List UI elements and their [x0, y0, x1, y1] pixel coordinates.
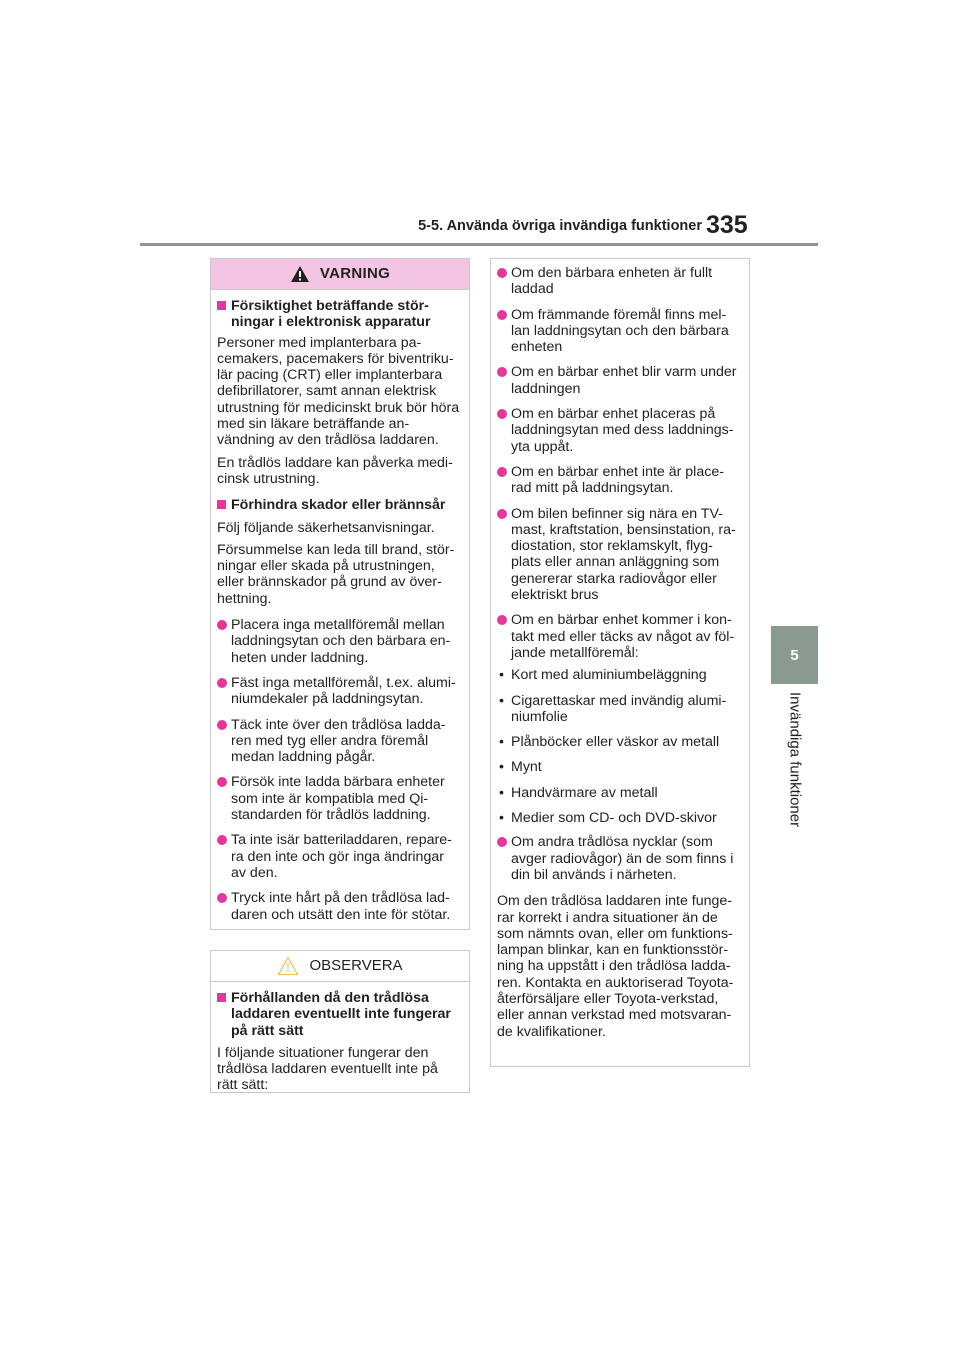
notice-continued-box [490, 258, 750, 1067]
warning-paragraph: Personer med implanterbara pa-cemakers, pacemakers för biventriku-lär pacing (CRT) eller implanterbara defibrillatorer, samt annan elektrisk utrustning för medicinskt bruk bör höra med sin läkare beträffande an-vändning av den trådlösa laddaren. [217, 334, 460, 449]
list-item: Tryck inte hårt på den trådlösa lad-daren och utsätt den inte för stötar. [217, 890, 462, 923]
notice-subheading: Förhållanden då den trådlösa laddaren eventuellt inte fungerar på rätt sätt [217, 990, 462, 1039]
notice-title: OBSERVERA [309, 956, 403, 974]
bullet-item: • Kort med aluminiumbeläggning [497, 667, 741, 683]
list-item: Om en bärbar enhet blir varm under laddningen [497, 364, 741, 397]
warning-body [211, 289, 469, 931]
warning-subheading-burns: Förhindra skador eller brännsår [217, 497, 462, 513]
list-item: Om en bärbar enhet placeras på laddningsytan med dess laddnings-yta uppåt. [497, 406, 741, 455]
list-item: Om en bärbar enhet inte är place-rad mitt på laddningsytan. [497, 464, 741, 497]
chapter-tab [771, 626, 818, 684]
list-item: Täck inte över den trådlösa ladda-ren med tyg eller andra föremål medan laddning pågår. [217, 717, 462, 766]
closing-paragraph: Om den trådlösa laddaren inte funge-rar korrekt i andra situationer än de som nämnts ovan, eller om funktions-lampan blinkar, kan en funktionsstör-ning ha uppstått i den trådlösa ladda-ren. Kontakta en auktoriserad Toyota-återförsäljare eller Toyota-verkstad, eller annan verkstad med motsvaran-de kvalifikationer. [497, 893, 734, 1040]
notice-body [211, 982, 469, 1102]
notice-paragraph: I följande situationer fungerar den trådlösa laddaren eventuellt inte på rätt sätt: [217, 1044, 438, 1094]
bullet-item: • Medier som CD- och DVD-skivor [497, 810, 741, 826]
list-item: Om främmande föremål finns mel-lan laddningsytan och den bärbara enheten [497, 307, 741, 356]
list-item: Ta inte isär batteriladdaren, repare-ra den inte och gör inga ändringar av den. [217, 832, 462, 881]
notice-header [211, 951, 469, 982]
header-rule [140, 243, 818, 246]
list-item: Placera inga metallföremål mellan laddningsytan och den bärbara en-heten under laddning. [217, 617, 462, 666]
warning-paragraph: Följ följande säkerhetsanvisningar. [217, 519, 435, 536]
section-title: 5-5. Använda övriga invändiga funktioner [418, 218, 702, 234]
warning-triangle-icon [290, 265, 310, 283]
warning-subheading-interference: Försiktighet beträffande stör-ningar i elektronisk apparatur [217, 298, 462, 331]
warning-box [210, 258, 470, 930]
chapter-label [783, 692, 807, 842]
warning-title: VARNING [319, 264, 391, 282]
notice-box [210, 950, 470, 1093]
warning-paragraph: Försummelse kan leda till brand, stör-ningar eller skada på utrustningen, eller brännskador på grund av över-hettning. [217, 541, 455, 607]
chapter-label-text: Invändiga funktioner [786, 692, 804, 828]
list-item: Om en bärbar enhet kommer i kon-takt med eller täcks av något av föl-jande metallföremål: [497, 612, 741, 661]
caution-triangle-outline-icon [277, 956, 299, 976]
list-item: Om bilen befinner sig nära en TV-mast, kraftstation, bensinstation, ra-diostation, stor reklamskylt, flyg-plats eller annan anläggning som genererar starka radiovågor eller elektriskt brus [497, 506, 741, 604]
warning-paragraph: En trådlös laddare kan påverka medi-cinsk utrustning. [217, 454, 453, 487]
list-item: Försök inte ladda bärbara enheter som inte är kompatibla med Qi-standarden för trådlös laddning. [217, 774, 462, 823]
page-number: 335 [706, 211, 748, 239]
bullet-item: • Mynt [497, 759, 741, 775]
list-item: Fäst inga metallföremål, t.ex. alumi-niumdekaler på laddningsytan. [217, 675, 462, 708]
bullet-item: • Handvärmare av metall [497, 785, 741, 801]
list-item: Om andra trådlösa nycklar (som avger radiovågor) än de som finns i din bil används i närheten. [497, 834, 741, 883]
chapter-number: 5 [790, 646, 799, 664]
bullet-item: • Plånböcker eller väskor av metall [497, 734, 741, 750]
bullet-item: • Cigarettaskar med invändig alumi-niumfolie [497, 693, 741, 726]
list-item: Om den bärbara enheten är fullt laddad [497, 265, 741, 298]
warning-header [211, 259, 469, 289]
